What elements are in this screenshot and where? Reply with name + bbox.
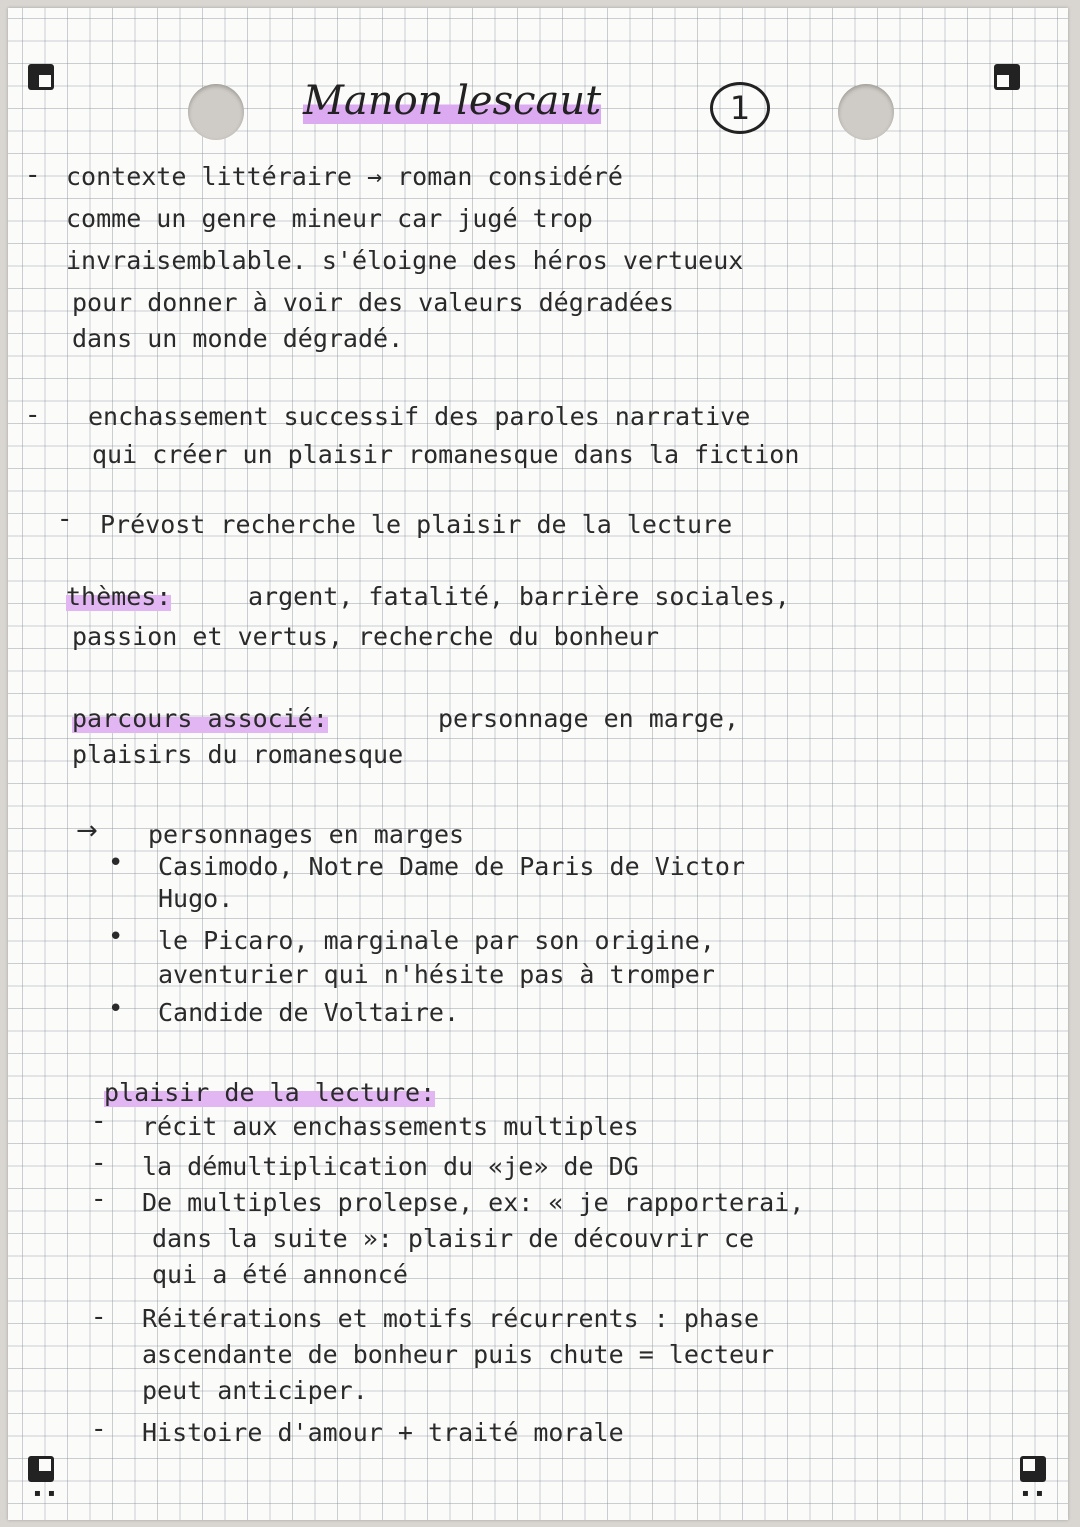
enchassement-line: qui créer un plaisir romanesque dans la fiction — [92, 440, 800, 469]
binder-hole-right — [838, 84, 894, 140]
prevost-line: Prévost recherche le plaisir de la lecture — [100, 510, 733, 539]
plaisir-item-line: Réitérations et motifs récurrents : phase — [142, 1304, 760, 1333]
plaisir-item-line: qui a été annoncé — [152, 1260, 408, 1289]
plaisir-heading: plaisir de la lecture: — [104, 1078, 436, 1107]
bullet-dash: - — [28, 160, 38, 190]
plaisir-item-line: récit aux enchassements multiples — [142, 1112, 639, 1141]
marges-heading: personnages en marges — [148, 820, 465, 849]
bullet-dash: - — [94, 1184, 104, 1214]
marges-item-line: Candide de Voltaire. — [158, 998, 460, 1027]
scan-marker-top-left-icon — [28, 64, 54, 90]
contexte-line: comme un genre mineur car jugé trop — [66, 204, 593, 233]
plaisir-item-line: la démultiplication du «je» de DG — [142, 1152, 639, 1181]
plaisir-item-line: dans la suite »: plaisir de découvrir ce — [152, 1224, 755, 1253]
bullet-dash: - — [94, 1148, 104, 1178]
contexte-line: invraisemblable. s'éloigne des héros vertueux — [66, 246, 744, 275]
scan-dots-left: ▪ ▪ — [34, 1488, 57, 1499]
bullet-dash: - — [60, 504, 70, 534]
marges-item-line: Casimodo, Notre Dame de Paris de Victor — [158, 852, 745, 881]
scan-marker-bottom-right-icon — [1020, 1456, 1046, 1482]
contexte-line: pour donner à voir des valeurs dégradées — [72, 288, 675, 317]
chapter-number: 1 — [710, 82, 770, 134]
bullet-dash: - — [94, 1414, 104, 1444]
contexte-line: contexte littéraire → roman considéré — [66, 162, 623, 191]
page-title: Manon lescaut — [303, 78, 602, 124]
plaisir-item-line: De multiples prolepse, ex: « je rapporterai, — [142, 1188, 805, 1217]
bullet-dot-icon: • — [108, 848, 124, 878]
bullet-dash: - — [94, 1302, 104, 1332]
notebook-page — [8, 8, 1068, 1520]
marges-item-line: Hugo. — [158, 884, 234, 913]
binder-hole-left — [188, 84, 244, 140]
bullet-dot-icon: • — [108, 994, 124, 1024]
themes-line: argent, fatalité, barrière sociales, — [248, 582, 790, 611]
parcours-line: personnage en marge, — [438, 704, 740, 733]
scan-dots-right: ▪ ▪ — [1022, 1488, 1045, 1499]
arrow-icon: → — [76, 816, 98, 846]
marges-item-line: le Picaro, marginale par son origine, — [158, 926, 715, 955]
bullet-dash: - — [28, 400, 38, 430]
parcours-label: parcours associé: — [72, 704, 328, 733]
contexte-line: dans un monde dégradé. — [72, 324, 404, 353]
marges-item-line: aventurier qui n'hésite pas à tromper — [158, 960, 715, 989]
scan-marker-bottom-left-icon — [28, 1456, 54, 1482]
plaisir-item-line: ascendante de bonheur puis chute = lecteur — [142, 1340, 775, 1369]
scan-marker-top-right-icon — [994, 64, 1020, 90]
enchassement-line: enchassement successif des paroles narrative — [88, 402, 751, 431]
parcours-line: plaisirs du romanesque — [72, 740, 404, 769]
themes-label: thèmes: — [66, 582, 172, 611]
bullet-dash: - — [94, 1106, 104, 1136]
plaisir-item-line: Histoire d'amour + traité morale — [142, 1418, 624, 1447]
themes-line: passion et vertus, recherche du bonheur — [72, 622, 659, 651]
plaisir-item-line: peut anticiper. — [142, 1376, 368, 1405]
bullet-dot-icon: • — [108, 922, 124, 952]
